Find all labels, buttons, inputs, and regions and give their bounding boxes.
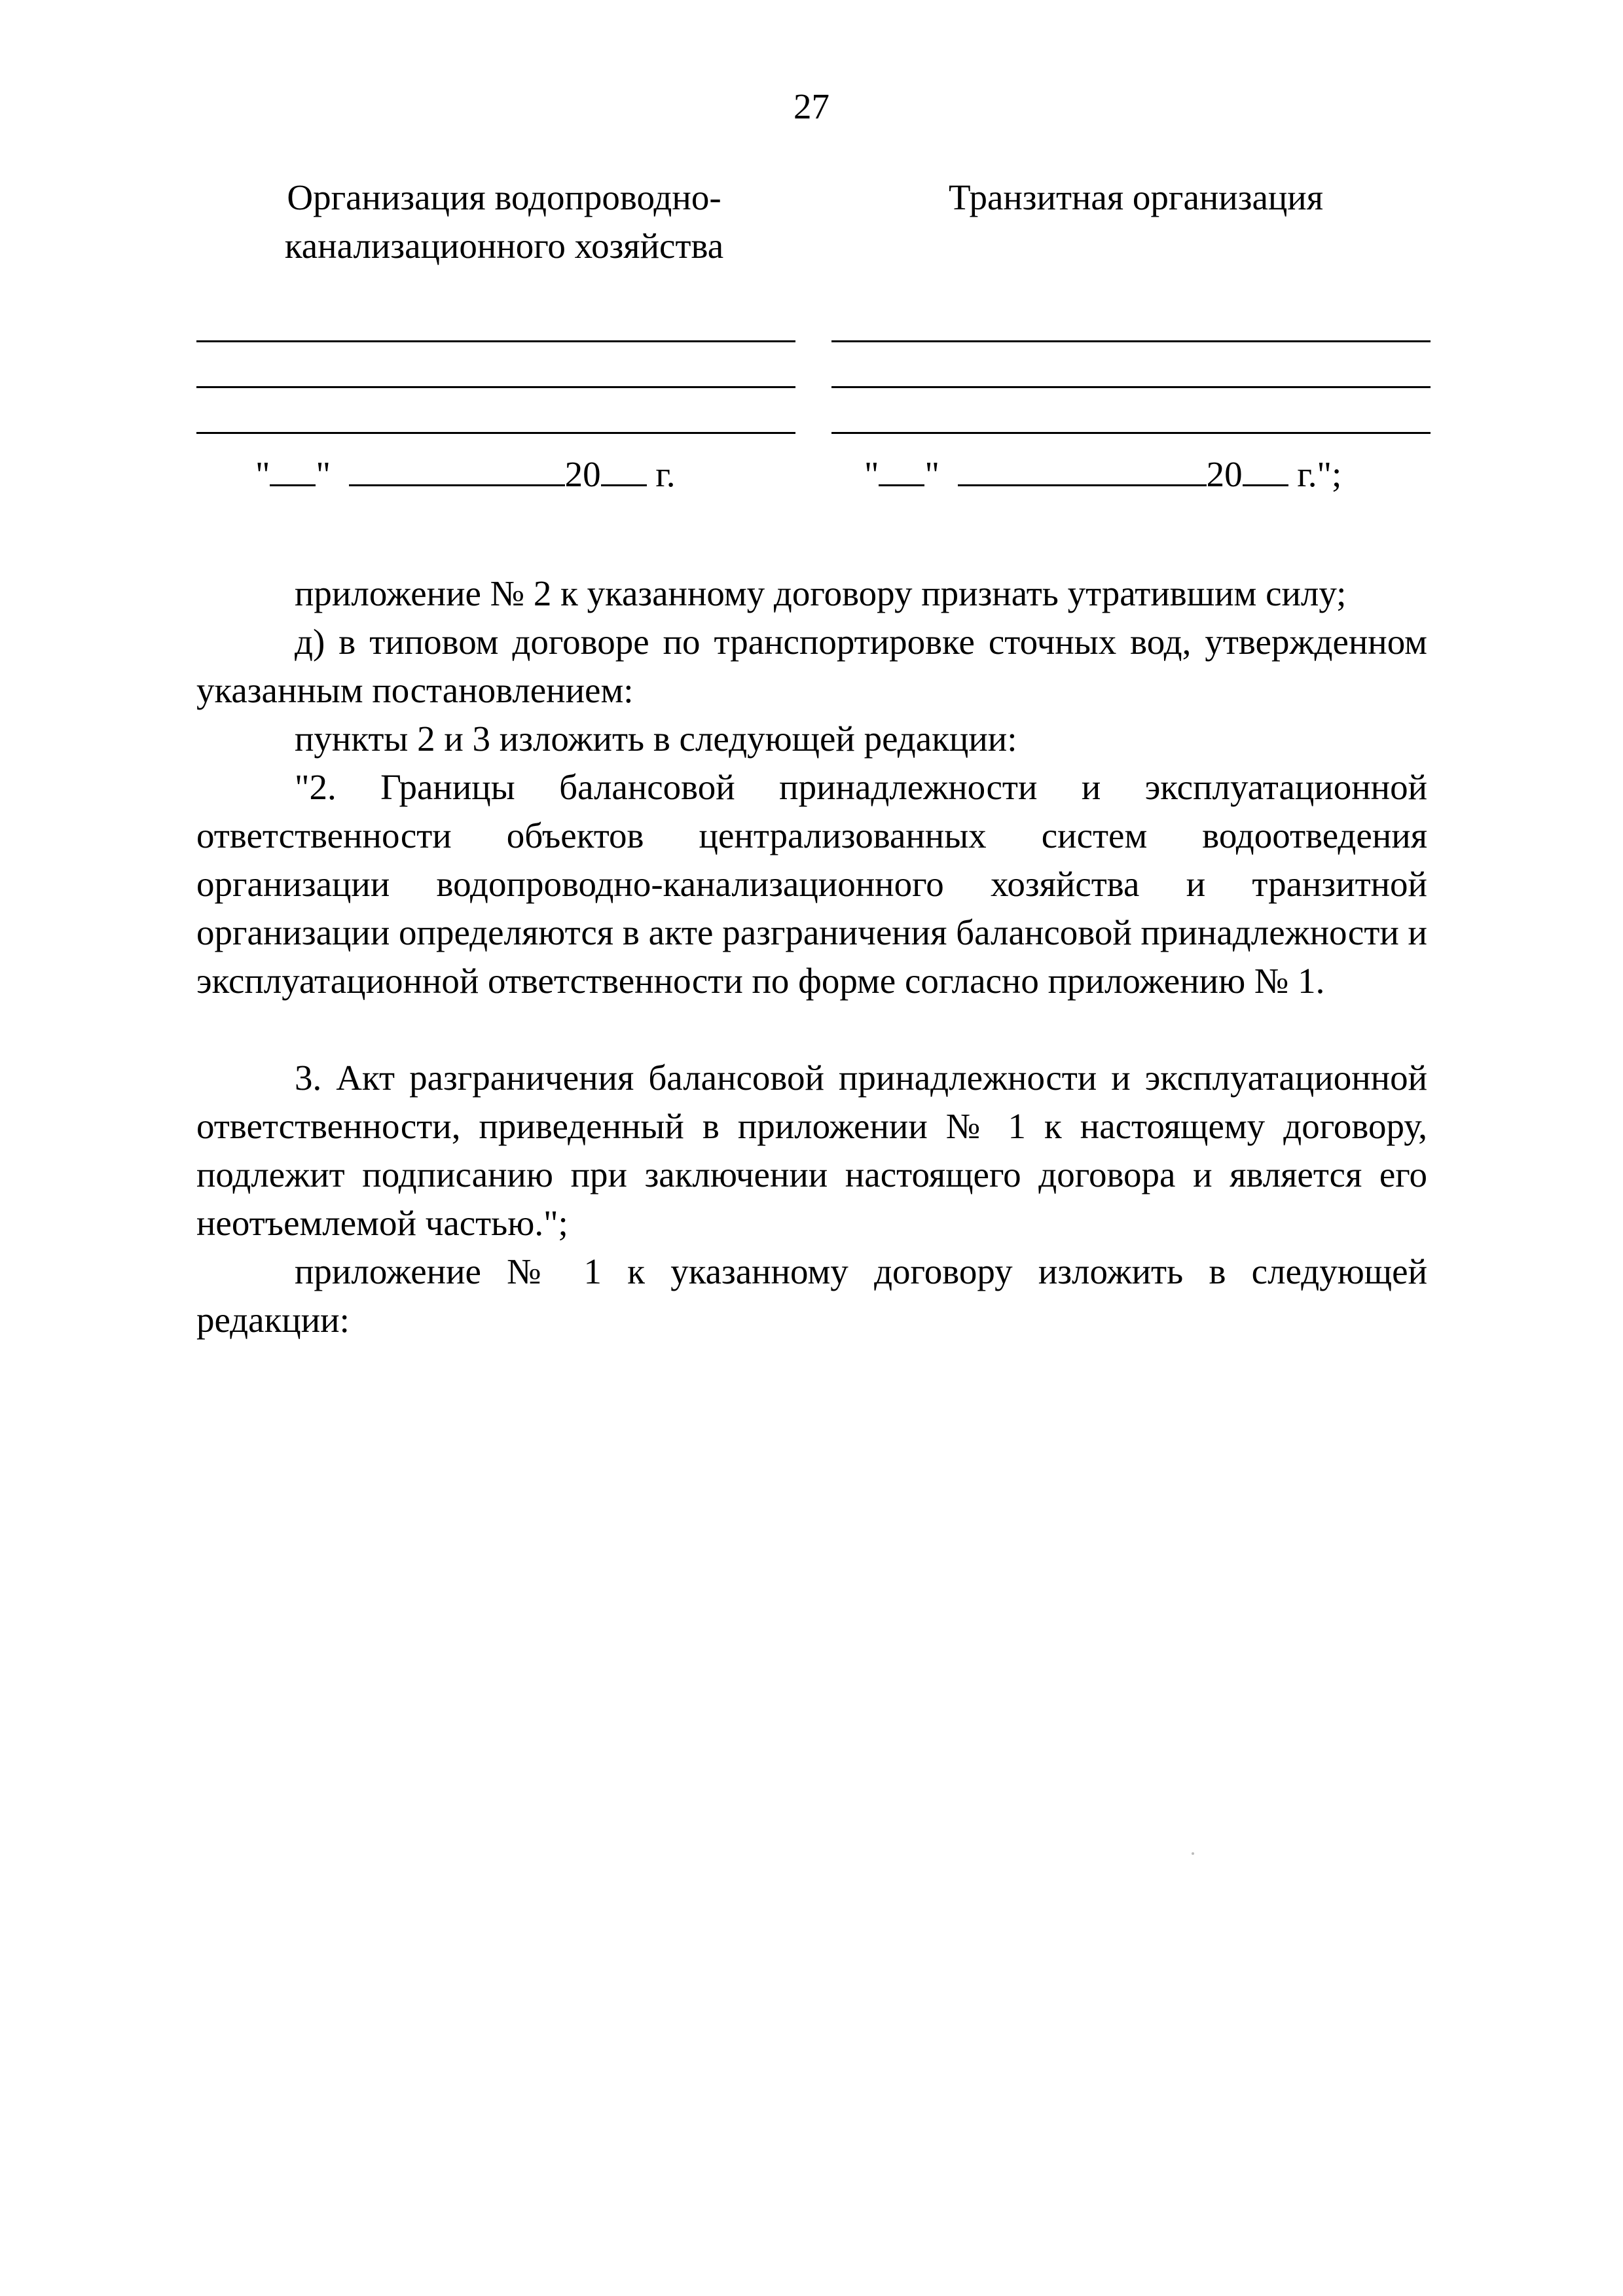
signature-line (831, 340, 1431, 342)
party-title-water-utility (196, 173, 812, 270)
signature-line (831, 432, 1431, 434)
year-suffix: г."; (1288, 454, 1342, 494)
quote-mark: " (864, 454, 879, 494)
year-blank (601, 450, 647, 486)
quote-mark: " (924, 454, 939, 494)
month-blank (349, 450, 565, 486)
year-suffix: г. (646, 454, 676, 494)
year-prefix: 20 (1206, 454, 1243, 494)
day-blank (270, 450, 316, 486)
quote-mark: " (255, 454, 270, 494)
party-title-transit-org: Транзитная организация (948, 177, 1324, 217)
quote-mark: " (316, 454, 331, 494)
signature-date-right (864, 450, 1341, 499)
day-blank (879, 450, 924, 486)
paragraph: приложение № 1 к указанному договору изложить в следующей редакции: (196, 1251, 1427, 1340)
page-number: 27 (793, 86, 830, 126)
paragraph: 3. Акт разграничения балансовой принадлежности и эксплуатационной ответственности, приведенный в приложении № 1 к настоящему договору, подлежит подписанию при заключении настоящего договора и является его неотъемлемой частью."; (196, 1058, 1427, 1243)
signature-line (196, 432, 795, 434)
year-blank (1243, 450, 1288, 486)
scan-speck (1192, 1852, 1194, 1855)
paragraph: д) в типовом договоре по транспортировке сточных вод, утвержденном указанным постановлением: (196, 622, 1427, 710)
month-blank (958, 450, 1207, 486)
paragraph: "2. Границы балансовой принадлежности и эксплуатационной ответственности объектов централизованных систем водоотведения организации водопроводно-канализационного хозяйства и транзитной организации определяются в акте разграничения балансовой принадлежности и эксплуатационной ответственности по форме согласно приложению № 1. (196, 767, 1427, 1001)
signature-line (196, 340, 795, 342)
paragraph: приложение № 2 к указанному договору признать утратившим силу; (295, 573, 1347, 613)
signature-line (831, 386, 1431, 388)
year-prefix: 20 (564, 454, 601, 494)
party-title-line: канализационного хозяйства (284, 226, 724, 266)
signature-line (196, 386, 795, 388)
signature-date-left (255, 450, 676, 499)
party-title-line: Организация водопроводно- (287, 177, 721, 217)
paragraph: пункты 2 и 3 изложить в следующей редакции: (295, 719, 1017, 759)
